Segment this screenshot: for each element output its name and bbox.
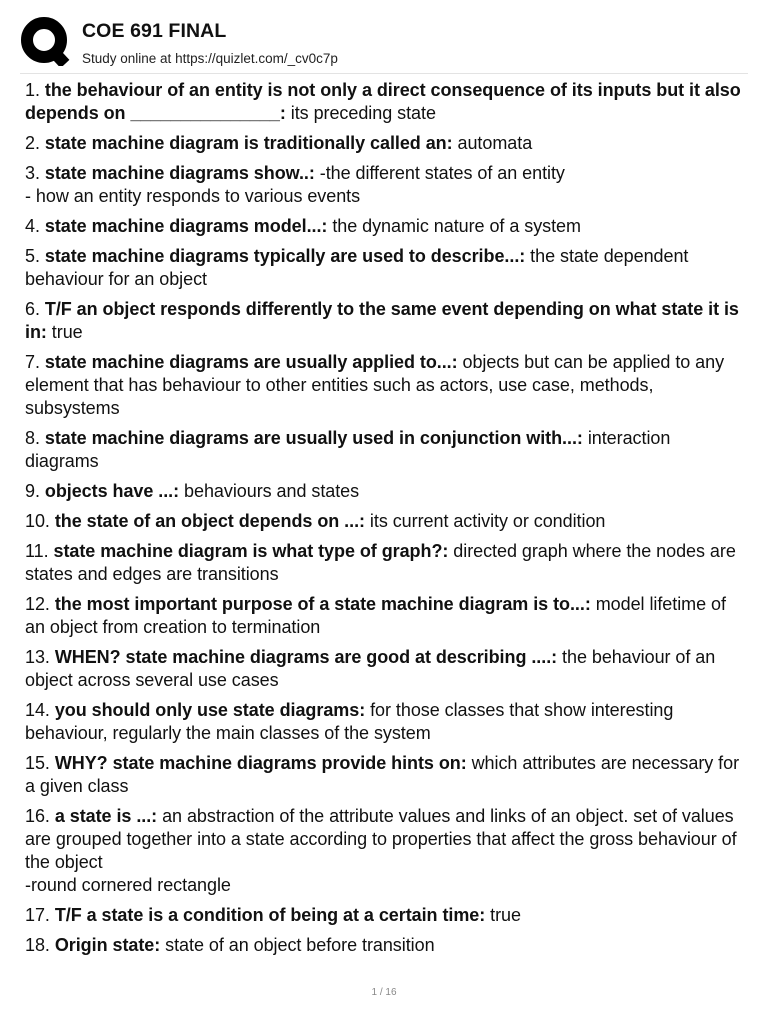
flashcard-item (25, 904, 747, 927)
item-answer: the state dependent behaviour for an object (25, 246, 689, 289)
item-number: 15. (25, 753, 50, 773)
flashcard-item (25, 934, 747, 957)
item-answer: -the different states of an entity (319, 163, 565, 183)
flashcard-item (25, 699, 747, 745)
quizlet-q-icon (20, 16, 70, 66)
item-answer: the dynamic nature of a system (332, 216, 581, 236)
item-number: 1. (25, 80, 40, 100)
item-number: 11. (25, 541, 49, 561)
item-number: 17. (25, 905, 50, 925)
item-answer: true (490, 905, 521, 925)
item-answer: automata (457, 133, 533, 153)
flashcard-item (25, 351, 747, 420)
item-answer: objects but can be applied to any element that has behaviour to other entities such as actors, use case, methods, subsystems (25, 352, 725, 418)
item-question: a state is ...: (54, 806, 158, 826)
item-answer: an abstraction of the attribute values and links of an object. set of values are grouped together into a state according to properties that affect the gross behaviour of the object (25, 806, 737, 872)
item-question: the behaviour of an entity is not only a direct consequence of its inputs but it also depends on _______________: (25, 80, 741, 123)
item-question: state machine diagrams are usually applied to...: (44, 352, 458, 372)
item-number: 7. (25, 352, 40, 372)
item-answer: behaviours and states (184, 481, 360, 501)
flashcard-list (25, 79, 747, 964)
item-number: 16. (25, 806, 50, 826)
flashcard-item (25, 646, 747, 692)
item-answer: - how an entity responds to various events (25, 186, 361, 206)
header-divider (20, 73, 748, 74)
flashcard-item (25, 480, 747, 503)
item-answer: directed graph where the nodes are states and edges are transitions (25, 541, 736, 584)
item-number: 13. (25, 647, 50, 667)
study-online-link[interactable]: Study online at https://quizlet.com/_cv0c7p (82, 51, 338, 66)
item-question: Origin state: (54, 935, 161, 955)
item-question: state machine diagrams show..: (44, 163, 315, 183)
item-number: 14. (25, 700, 50, 720)
item-number: 6. (25, 299, 40, 319)
item-answer: model lifetime of an object from creation to termination (25, 594, 726, 637)
flashcard-item (25, 427, 747, 473)
item-question: state machine diagram is traditionally called an: (44, 133, 453, 153)
item-question: state machine diagrams are usually used in conjunction with...: (44, 428, 583, 448)
item-question: WHY? state machine diagrams provide hints on: (54, 753, 467, 773)
item-question: T/F a state is a condition of being at a certain time: (54, 905, 486, 925)
item-question: objects have ...: (44, 481, 180, 501)
item-number: 10. (25, 511, 50, 531)
flashcard-item (25, 540, 747, 586)
page-header (0, 0, 768, 74)
item-number: 3. (25, 163, 40, 183)
item-question: you should only use state diagrams: (54, 700, 366, 720)
item-answer: the behaviour of an object across several use cases (25, 647, 716, 690)
item-number: 2. (25, 133, 40, 153)
item-answer: -round cornered rectangle (25, 875, 231, 895)
flashcard-item (25, 162, 747, 208)
item-answer: true (51, 322, 83, 342)
item-number: 5. (25, 246, 40, 266)
item-answer: which attributes are necessary for a given class (25, 753, 740, 796)
flashcard-item (25, 132, 747, 155)
page-number: 1 / 16 (371, 987, 397, 998)
item-answer: its current activity or condition (369, 511, 606, 531)
item-question: WHEN? state machine diagrams are good at describing ....: (54, 647, 558, 667)
flashcard-item (25, 245, 747, 291)
item-answer: interaction diagrams (25, 428, 671, 471)
item-question: the most important purpose of a state machine diagram is to...: (54, 594, 591, 614)
item-answer: for those classes that show interesting behaviour, regularly the main classes of the system (25, 700, 674, 743)
item-answer: its preceding state (290, 103, 436, 123)
flashcard-item (25, 79, 747, 125)
flashcard-item (25, 593, 747, 639)
flashcard-item (25, 805, 747, 897)
item-number: 8. (25, 428, 40, 448)
page-title: COE 691 FINAL (82, 20, 227, 42)
item-question: state machine diagrams typically are used to describe...: (44, 246, 526, 266)
flashcard-item (25, 752, 747, 798)
flashcard-item (25, 298, 747, 344)
flashcard-item (25, 510, 747, 533)
item-number: 12. (25, 594, 50, 614)
item-number: 18. (25, 935, 50, 955)
item-question: T/F an object responds differently to the same event depending on what state it is in: (25, 299, 739, 342)
item-number: 4. (25, 216, 40, 236)
item-answer: state of an object before transition (165, 935, 435, 955)
item-number: 9. (25, 481, 40, 501)
item-question: the state of an object depends on ...: (54, 511, 365, 531)
item-question: state machine diagram is what type of graph?: (53, 541, 449, 561)
flashcard-item (25, 215, 747, 238)
item-question: state machine diagrams model...: (44, 216, 328, 236)
